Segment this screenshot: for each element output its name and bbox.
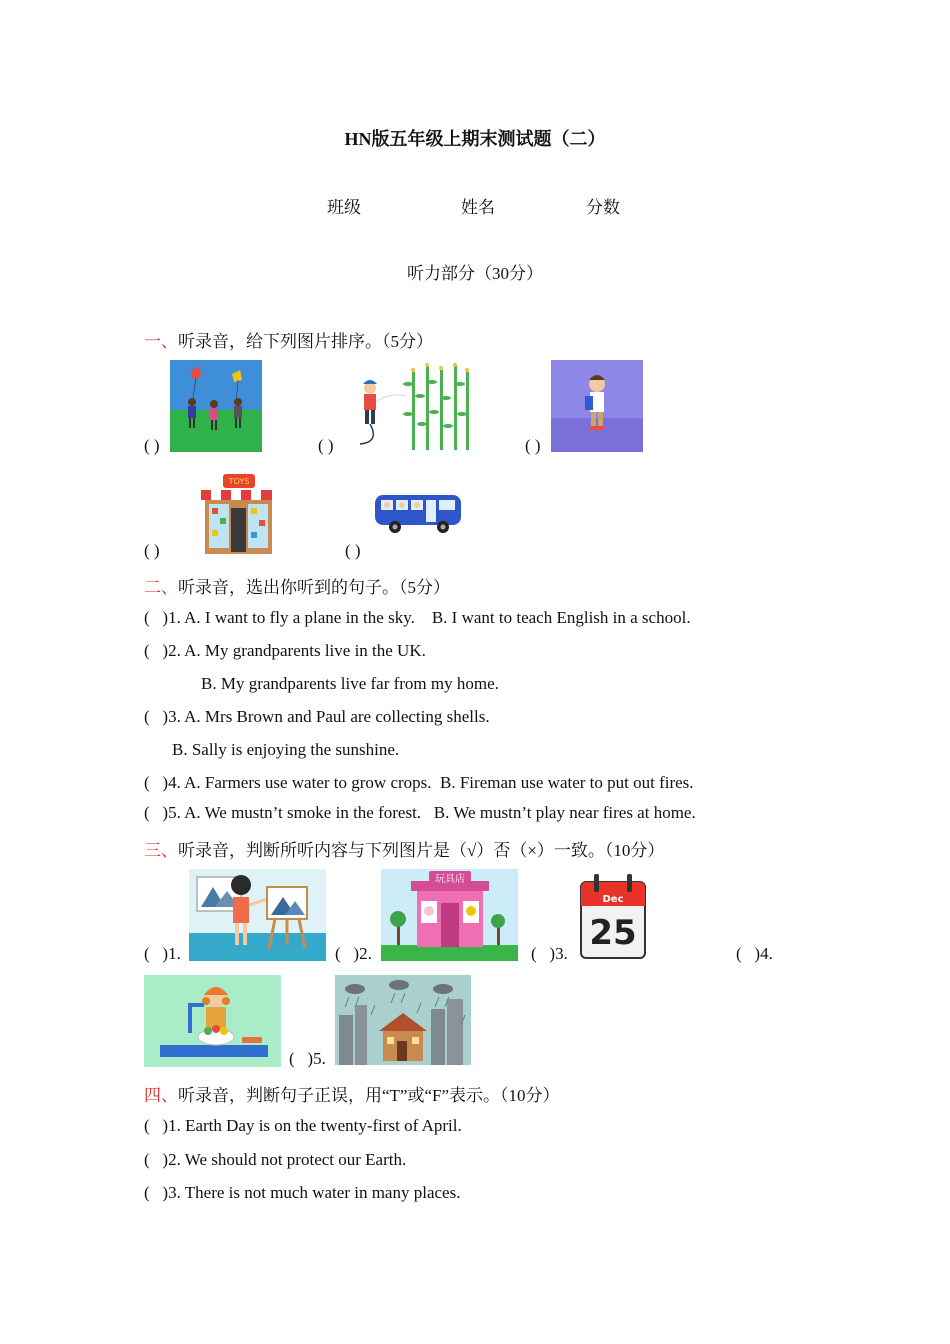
part3-number: 三、 xyxy=(144,841,178,860)
part2-question-3b: B. Sally is enjoying the sunshine. xyxy=(172,740,400,759)
part1-paren-5: ( ) xyxy=(345,541,361,560)
part3-item-1: ( )1. xyxy=(144,944,181,963)
painting-picture xyxy=(189,869,326,961)
class-label: 班级 xyxy=(327,198,361,217)
part1-text: 听录音，给下列图片排序。（5分） xyxy=(178,332,433,351)
toy-shop-picture xyxy=(199,472,278,554)
part2-heading xyxy=(144,573,450,598)
part3-item-5: ( )5. xyxy=(289,1049,326,1068)
part3-heading xyxy=(144,836,664,861)
part3-item-2: ( )2. xyxy=(335,944,372,963)
part2-text: 听录音，选出你听到的句子。（5分） xyxy=(178,578,450,597)
part1-paren-2: ( ) xyxy=(318,436,334,455)
kids-kite-picture xyxy=(170,360,262,452)
part1-heading xyxy=(144,327,433,352)
watering-crops-picture xyxy=(350,362,472,452)
part2-number: 二、 xyxy=(144,578,178,597)
part4-question-1: ( )1. Earth Day is on the twenty-first of April. xyxy=(144,1116,462,1135)
toy-shop-sign: 玩具店 xyxy=(435,874,465,885)
name-label: 姓名 xyxy=(461,198,495,217)
part1-number: 一、 xyxy=(144,332,178,351)
part1-paren-3: ( ) xyxy=(525,436,541,455)
pink-toy-shop-picture xyxy=(381,869,518,961)
part2-question-5: ( )5. A. We mustn’t smoke in the forest. B. We mustn’t play near fires at home. xyxy=(144,803,696,822)
part1-paren-1: ( ) xyxy=(144,436,160,455)
part2-question-1: ( )1. A. I want to fly a plane in the sky. B. I want to teach English in a school. xyxy=(144,608,691,627)
part4-number: 四、 xyxy=(144,1086,178,1105)
calendar-day: 25 xyxy=(589,913,637,953)
part4-question-2: ( )2. We should not protect our Earth. xyxy=(144,1150,407,1169)
part2-question-3a: ( )3. A. Mrs Brown and Paul are collecting shells. xyxy=(144,707,490,726)
calendar-month: Dec xyxy=(602,894,624,905)
part4-question-3: ( )3. There is not much water in many places. xyxy=(144,1183,461,1202)
boy-picture xyxy=(551,360,643,452)
rainy-town-picture xyxy=(335,975,471,1065)
part3-text: 听录音，判断所听内容与下列图片是（√）否（×）一致。（10分） xyxy=(178,841,665,860)
calendar-icon xyxy=(580,872,646,960)
washing-picture xyxy=(144,975,281,1067)
page-title: HN版五年级上期末测试题（二） xyxy=(344,129,606,149)
score-label: 分数 xyxy=(586,198,620,217)
part2-question-4: ( )4. A. Farmers use water to grow crops. B. Fireman use water to put out fires. xyxy=(144,773,694,792)
part2-question-2a: ( )2. A. My grandparents live in the UK. xyxy=(144,641,426,660)
section-title: 听力部分（30分） xyxy=(407,264,543,283)
svg-text:TOYS: TOYS xyxy=(228,477,250,486)
part3-item-3: ( )3. xyxy=(531,944,568,963)
part3-item-4: ( )4. xyxy=(736,944,773,963)
part4-text: 听录音，判断句子正误，用“T”或“F”表示。（10分） xyxy=(178,1086,560,1105)
part1-paren-4: ( ) xyxy=(144,541,160,560)
bus-picture xyxy=(373,491,464,534)
part2-question-2b: B. My grandparents live far from my home. xyxy=(201,674,499,693)
part4-heading xyxy=(144,1081,560,1106)
